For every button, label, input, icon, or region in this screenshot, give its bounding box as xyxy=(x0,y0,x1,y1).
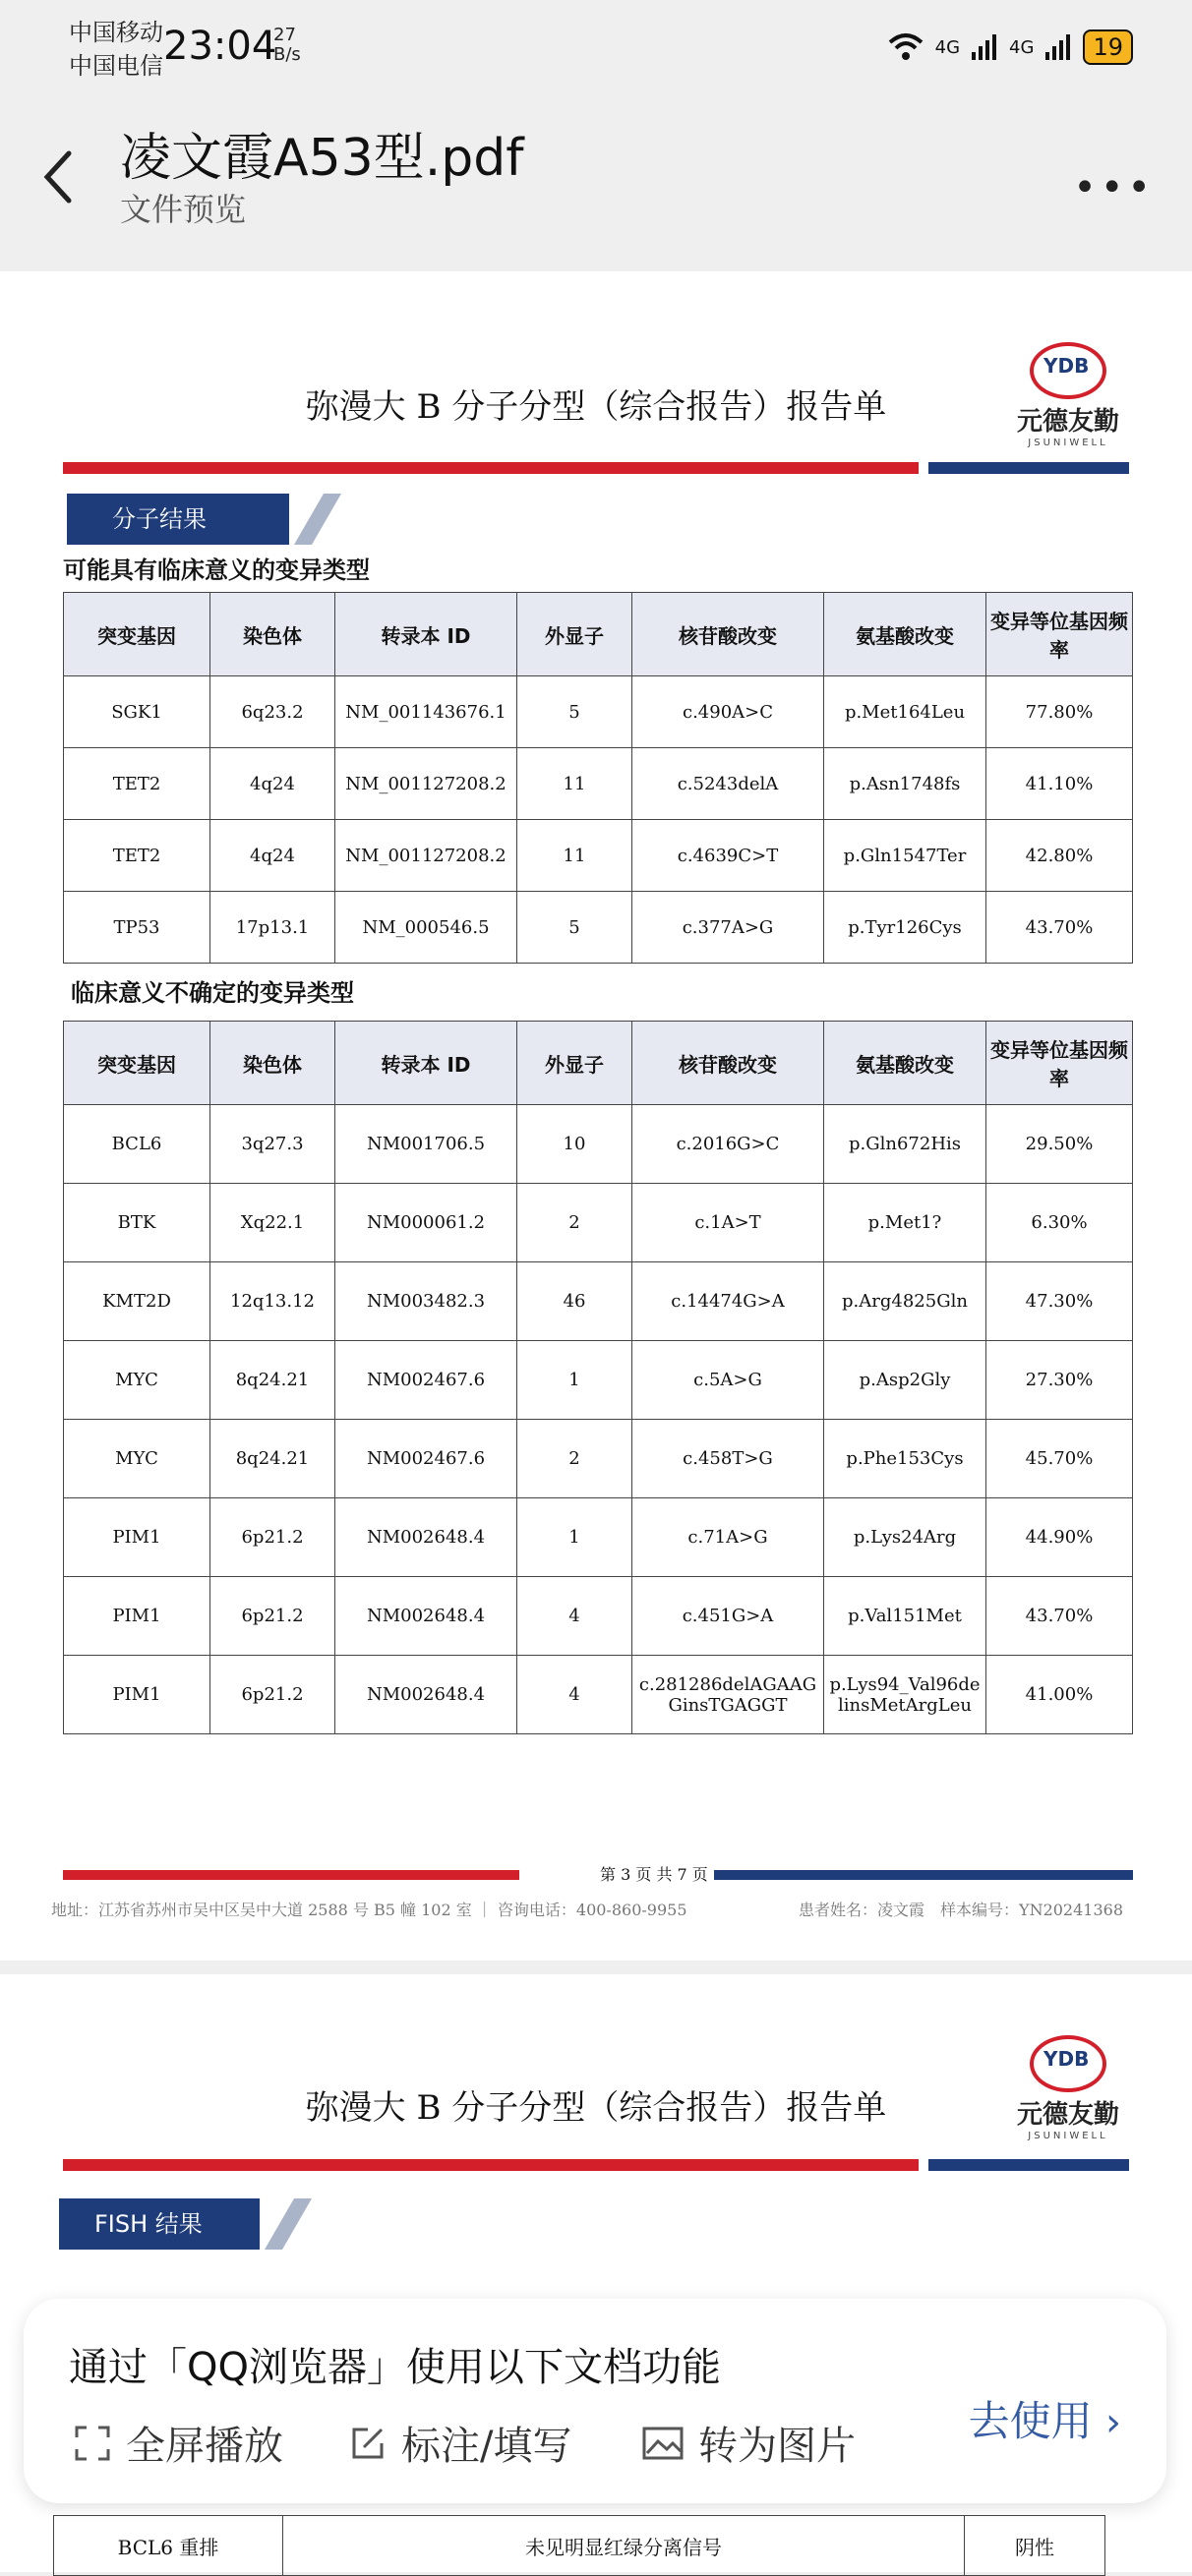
table-cell: p.Lys24Arg xyxy=(824,1498,986,1577)
signal-icon-2 xyxy=(1043,32,1073,62)
table-cell: c.490A>C xyxy=(632,676,824,748)
table-row xyxy=(64,1105,1133,1184)
logo-mark-text: YDB xyxy=(1043,2047,1090,2071)
more-horizontal-icon[interactable]: ••• xyxy=(1073,165,1155,210)
table-cell: 11 xyxy=(517,748,632,820)
table-cell: 77.80% xyxy=(986,676,1133,748)
feature-fullscreen[interactable] xyxy=(73,2415,283,2471)
table-cell: TET2 xyxy=(64,820,210,892)
table-cell: p.Asp2Gly xyxy=(824,1341,986,1420)
col-header: 氨基酸改变 xyxy=(824,593,986,676)
table-cell: NM000061.2 xyxy=(335,1184,517,1262)
col-header: 变异等位基因频率 xyxy=(986,593,1133,676)
table-cell: 27.30% xyxy=(986,1341,1133,1420)
network-type-1: 4G xyxy=(934,36,961,58)
section-stripe xyxy=(294,494,341,545)
col-header: 染色体 xyxy=(210,593,335,676)
table-cell: 5 xyxy=(517,892,632,964)
table-cell: 1 xyxy=(517,1341,632,1420)
image-icon xyxy=(641,2424,685,2463)
header-rule xyxy=(63,462,1129,474)
table-cell: c.5A>G xyxy=(632,1341,824,1420)
company-logo xyxy=(1009,2035,1127,2141)
table-cell: 47.30% xyxy=(986,1262,1133,1341)
table-cell: c.71A>G xyxy=(632,1498,824,1577)
rule-red xyxy=(63,2159,919,2171)
table-cell: NM_001127208.2 xyxy=(335,748,517,820)
edit-icon xyxy=(348,2424,387,2463)
chevron-right-icon: › xyxy=(1105,2400,1121,2445)
signal-icon xyxy=(970,32,999,62)
col-header: 变异等位基因频率 xyxy=(986,1022,1133,1105)
table-cell: MYC xyxy=(64,1341,210,1420)
table-cell: BTK xyxy=(64,1184,210,1262)
table-cell: p.Phe153Cys xyxy=(824,1420,986,1498)
feature-to-image[interactable] xyxy=(641,2415,856,2471)
table-cell: NM002467.6 xyxy=(335,1420,517,1498)
table-row xyxy=(54,2516,1105,2576)
table-cell: p.Tyr126Cys xyxy=(824,892,986,964)
feature-label: 全屏播放 xyxy=(126,2424,283,2469)
table-row xyxy=(64,1656,1133,1734)
logo-subtext: JSUNIWELL xyxy=(1028,2131,1108,2141)
table-cell: p.Met1? xyxy=(824,1184,986,1262)
logo-text: 元德友勤 xyxy=(1016,2100,1119,2130)
table-row xyxy=(64,1184,1133,1262)
table-cell: TP53 xyxy=(64,892,210,964)
table2-title: 临床意义不确定的变异类型 xyxy=(71,979,354,1007)
section-label: 分子结果 xyxy=(112,505,207,533)
table-row xyxy=(64,676,1133,748)
carrier-labels xyxy=(69,16,163,83)
company-logo xyxy=(1009,342,1127,448)
table-row xyxy=(64,1262,1133,1341)
table-cell: c.377A>G xyxy=(632,892,824,964)
table-cell: 2 xyxy=(517,1184,632,1262)
table-cell: 17p13.1 xyxy=(210,892,335,964)
table-cell: 44.90% xyxy=(986,1498,1133,1577)
rule-blue xyxy=(928,462,1129,474)
footer-rule-blue xyxy=(665,1870,1133,1880)
table-cell: NM002648.4 xyxy=(335,1656,517,1734)
table-cell: 4 xyxy=(517,1577,632,1656)
table-cell: 41.10% xyxy=(986,748,1133,820)
table-cell: PIM1 xyxy=(64,1498,210,1577)
table-cell: 42.80% xyxy=(986,820,1133,892)
table-row xyxy=(64,892,1133,964)
table-row xyxy=(64,1341,1133,1420)
footer-address: 地址：江苏省苏州市吴中区吴中大道 2588 号 B5 幢 102 室 ｜ 咨询电话：400-860-9955 xyxy=(51,1901,687,1919)
feature-label: 标注/填写 xyxy=(401,2424,572,2469)
col-header: 转录本 ID xyxy=(335,593,517,676)
table1-title: 可能具有临床意义的变异类型 xyxy=(63,556,370,584)
table-cell: 5 xyxy=(517,676,632,748)
network-speed xyxy=(273,26,301,65)
table-cell: 43.70% xyxy=(986,1577,1133,1656)
footer-patient: 患者姓名：凌文霞 样本编号：YN20241368 xyxy=(799,1901,1124,1919)
status-bar xyxy=(0,0,1192,88)
table-cell: 6p21.2 xyxy=(210,1656,335,1734)
table-cell: 6q23.2 xyxy=(210,676,335,748)
table-cell: 45.70% xyxy=(986,1420,1133,1498)
table-cell: NM_000546.5 xyxy=(335,892,517,964)
table-cell: 3q27.3 xyxy=(210,1105,335,1184)
table-cell: TET2 xyxy=(64,748,210,820)
table-cell: BCL6 重排 xyxy=(54,2516,283,2576)
table-cell: BCL6 xyxy=(64,1105,210,1184)
footer-rule-red xyxy=(63,1870,519,1880)
table-row xyxy=(64,1577,1133,1656)
table-cell: 4q24 xyxy=(210,820,335,892)
col-header: 外显子 xyxy=(517,1022,632,1105)
table-cell: NM002648.4 xyxy=(335,1498,517,1577)
table-cell: p.Asn1748fs xyxy=(824,748,986,820)
table-cell: 6p21.2 xyxy=(210,1498,335,1577)
table-cell: 8q24.21 xyxy=(210,1341,335,1420)
table-cell: 8q24.21 xyxy=(210,1420,335,1498)
col-header: 突变基因 xyxy=(64,593,210,676)
table-cell: SGK1 xyxy=(64,676,210,748)
use-now-label: 去使用 xyxy=(968,2397,1093,2445)
section-label: FISH 结果 xyxy=(94,2210,203,2238)
table-cell: 43.70% xyxy=(986,892,1133,964)
table-cell: c.14474G>A xyxy=(632,1262,824,1341)
table-cell: p.Met164Leu xyxy=(824,676,986,748)
logo-mark-icon xyxy=(1030,2035,1106,2092)
table-cell: 10 xyxy=(517,1105,632,1184)
fullscreen-icon xyxy=(73,2424,112,2463)
table-cell: 阴性 xyxy=(965,2516,1105,2576)
table-row xyxy=(64,748,1133,820)
table-cell: 4 xyxy=(517,1656,632,1734)
logo-subtext: JSUNIWELL xyxy=(1028,438,1108,448)
table-cell: MYC xyxy=(64,1420,210,1498)
rule-red xyxy=(63,462,919,474)
table-cell: 6.30% xyxy=(986,1184,1133,1262)
table-cell: p.Gln672His xyxy=(824,1105,986,1184)
table-cell: PIM1 xyxy=(64,1656,210,1734)
col-header: 染色体 xyxy=(210,1022,335,1105)
table-row xyxy=(64,1498,1133,1577)
table-cell: 12q13.12 xyxy=(210,1262,335,1341)
table-cell: 未见明显红绿分离信号 xyxy=(283,2516,965,2576)
network-type-2: 4G xyxy=(1009,36,1035,58)
header-rule xyxy=(63,2159,1129,2171)
file-title: 凌文霞A53型.pdf xyxy=(120,129,524,188)
variants-table-uncertain xyxy=(63,1021,1133,1734)
report-title: 弥漫大 B 分子分型（综合报告）报告单 xyxy=(305,387,887,427)
col-header: 氨基酸改变 xyxy=(824,1022,986,1105)
table-cell: c.1A>T xyxy=(632,1184,824,1262)
table-cell: 46 xyxy=(517,1262,632,1341)
logo-text: 元德友勤 xyxy=(1016,407,1119,437)
table-cell: 11 xyxy=(517,820,632,892)
table-cell: p.Lys94_Val96delinsMetArgLeu xyxy=(824,1656,986,1734)
pdf-page xyxy=(0,271,1192,1961)
carrier-1: 中国移动 xyxy=(69,19,163,46)
table-cell: 4q24 xyxy=(210,748,335,820)
col-header: 核苷酸改变 xyxy=(632,593,824,676)
feature-annotate[interactable] xyxy=(348,2415,571,2471)
feature-label: 转为图片 xyxy=(698,2424,856,2469)
table-cell: p.Gln1547Ter xyxy=(824,820,986,892)
table-cell: p.Val151Met xyxy=(824,1577,986,1656)
section-header xyxy=(59,2198,260,2250)
clock: 23:04 xyxy=(163,24,277,69)
table-cell: 2 xyxy=(517,1420,632,1498)
table-cell: c.2016G>C xyxy=(632,1105,824,1184)
logo-mark-icon xyxy=(1030,342,1106,399)
table-cell: Xq22.1 xyxy=(210,1184,335,1262)
table-cell: c.451G>A xyxy=(632,1577,824,1656)
table-cell: NM002648.4 xyxy=(335,1577,517,1656)
network-speed-unit: B/s xyxy=(273,44,301,65)
chevron-left-icon[interactable] xyxy=(39,147,79,206)
use-now-button[interactable] xyxy=(969,2389,1121,2448)
table-cell: 29.50% xyxy=(986,1105,1133,1184)
status-icons xyxy=(886,29,1133,65)
table-cell: NM_001143676.1 xyxy=(335,676,517,748)
app-header xyxy=(0,88,1192,246)
table-cell: NM002467.6 xyxy=(335,1341,517,1420)
logo-mark-text: YDB xyxy=(1043,354,1090,378)
section-stripe xyxy=(265,2198,312,2250)
col-header: 突变基因 xyxy=(64,1022,210,1105)
table-cell: NM_001127208.2 xyxy=(335,820,517,892)
table-row xyxy=(64,820,1133,892)
table-cell: c.4639C>T xyxy=(632,820,824,892)
page-number: 第 3 页 共 7 页 xyxy=(594,1862,714,1885)
table-cell: PIM1 xyxy=(64,1577,210,1656)
footer-rule xyxy=(63,1865,1133,1884)
network-speed-value: 27 xyxy=(273,25,296,45)
table-cell: 1 xyxy=(517,1498,632,1577)
carrier-2: 中国电信 xyxy=(69,52,163,80)
section-header xyxy=(67,494,289,545)
variants-table-clinical xyxy=(63,592,1133,964)
rule-blue xyxy=(928,2159,1129,2171)
table-cell: c.281286delAGAAGGinsTGAGGT xyxy=(632,1656,824,1734)
col-header: 核苷酸改变 xyxy=(632,1022,824,1105)
report-title: 弥漫大 B 分子分型（综合报告）报告单 xyxy=(305,2088,887,2128)
table-cell: p.Arg4825Gln xyxy=(824,1262,986,1341)
table-row xyxy=(64,1420,1133,1498)
table-header-row xyxy=(64,593,1133,676)
table-cell: NM003482.3 xyxy=(335,1262,517,1341)
table-cell: 41.00% xyxy=(986,1656,1133,1734)
table-cell: 6p21.2 xyxy=(210,1577,335,1656)
col-header: 转录本 ID xyxy=(335,1022,517,1105)
file-subtitle: 文件预览 xyxy=(120,191,247,228)
battery-icon: 19 xyxy=(1083,29,1133,65)
table-cell: c.5243delA xyxy=(632,748,824,820)
col-header: 外显子 xyxy=(517,593,632,676)
table-cell: KMT2D xyxy=(64,1262,210,1341)
browser-promo-banner xyxy=(24,2299,1166,2503)
wifi-icon xyxy=(886,32,925,62)
table-cell: NM001706.5 xyxy=(335,1105,517,1184)
table-cell: c.458T>G xyxy=(632,1420,824,1498)
fish-table xyxy=(53,2515,1105,2576)
promo-title: 通过「QQ浏览器」使用以下文档功能 xyxy=(69,2345,721,2390)
table-header-row xyxy=(64,1022,1133,1105)
